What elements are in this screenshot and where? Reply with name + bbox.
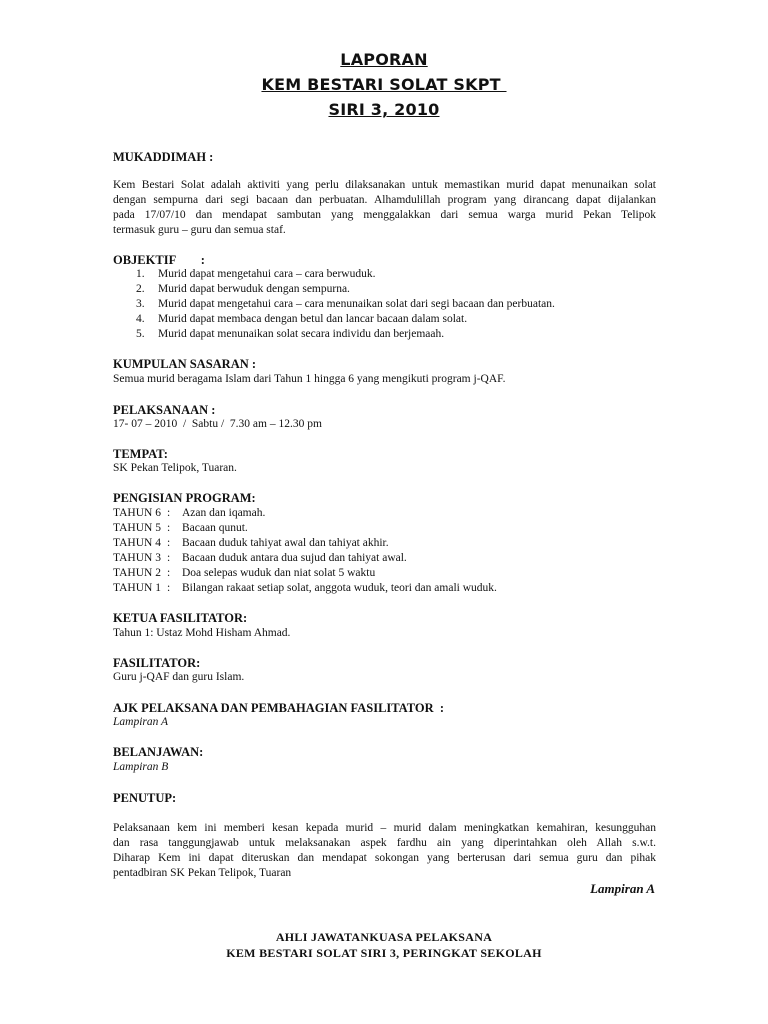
objektif-item: Murid dapat berwuduk dengan sempurna. bbox=[158, 283, 350, 295]
program-activity: Doa selepas wuduk dan niat solat 5 waktu bbox=[182, 567, 376, 579]
program-year: TAHUN 6 bbox=[113, 507, 161, 519]
objektif-item: Murid dapat menunaikan solat secara individu dan berjemaah. bbox=[158, 328, 445, 340]
kumpulan-sasaran-text: Semua murid beragama Islam dari Tahun 1 hingga 6 yang mengikuti program j-QAF. bbox=[113, 373, 506, 385]
program-separator: : bbox=[167, 507, 171, 519]
objektif-number: 1. bbox=[136, 268, 145, 280]
mukaddimah-heading: MUKADDIMAH : bbox=[113, 150, 214, 164]
penutup-line: pentadbiran SK Pekan Telipok, Tuaran bbox=[113, 867, 292, 879]
program-year: TAHUN 2 bbox=[113, 567, 161, 579]
mukaddimah-line: termasuk guru – guru dan semua staf. bbox=[113, 224, 286, 236]
objektif-number: 3. bbox=[136, 298, 145, 310]
objektif-item: Murid dapat membaca dengan betul dan lancar bacaan dalam solat. bbox=[158, 313, 468, 325]
program-separator: : bbox=[167, 522, 171, 534]
tempat-heading: TEMPAT: bbox=[113, 447, 168, 461]
title-line-1: LAPORAN bbox=[340, 50, 428, 69]
mukaddimah-line: pada 17/07/10 dan mendapat sambutan yang menggalakkan dari semua warga murid Pekan Telipok bbox=[113, 209, 656, 221]
program-year: TAHUN 4 bbox=[113, 537, 161, 549]
program-separator: : bbox=[167, 567, 171, 579]
objektif-number: 5. bbox=[136, 328, 145, 340]
program-separator: : bbox=[167, 582, 171, 594]
program-activity: Bacaan duduk tahiyat awal dan tahiyat akhir. bbox=[182, 537, 389, 549]
ajk-lampiran: Lampiran A bbox=[113, 716, 169, 728]
penutup-line: Diharap Kem ini dapat diteruskan dan mendapat sokongan yang berterusan dari semua guru dan pihak bbox=[113, 852, 656, 864]
program-separator: : bbox=[167, 552, 171, 564]
footer-title-line-2: KEM BESTARI SOLAT SIRI 3, PERINGKAT SEKOLAH bbox=[226, 946, 542, 960]
objektif-item: Murid dapat mengetahui cara – cara menunaikan solat dari segi bacaan dan perbuatan. bbox=[158, 298, 555, 310]
belanjawan-lampiran: Lampiran B bbox=[113, 761, 169, 773]
title-line-2: KEM BESTARI SOLAT SKPT bbox=[261, 75, 507, 94]
objektif-item: Murid dapat mengetahui cara – cara berwuduk. bbox=[158, 268, 376, 280]
belanjawan-heading: BELANJAWAN: bbox=[113, 745, 204, 759]
program-activity: Azan dan iqamah. bbox=[182, 507, 266, 519]
program-year: TAHUN 3 bbox=[113, 552, 161, 564]
mukaddimah-line: Kem Bestari Solat adalah aktiviti yang perlu dilaksanakan untuk memastikan murid dapat menunaikan solat bbox=[113, 179, 656, 191]
title-line-3: SIRI 3, 2010 bbox=[328, 100, 440, 119]
tempat-text: SK Pekan Telipok, Tuaran. bbox=[113, 462, 237, 474]
pelaksanaan-text: 17- 07 – 2010 / Sabtu / 7.30 am – 12.30 pm bbox=[113, 418, 322, 430]
program-year: TAHUN 5 bbox=[113, 522, 161, 534]
program-activity: Bacaan qunut. bbox=[182, 522, 248, 534]
kumpulan-sasaran-heading: KUMPULAN SASARAN : bbox=[113, 357, 257, 371]
fasilitator-heading: FASILITATOR: bbox=[113, 656, 201, 670]
ketua-fasilitator-heading: KETUA FASILITATOR: bbox=[113, 611, 248, 625]
fasilitator-text: Guru j-QAF dan guru Islam. bbox=[113, 671, 245, 683]
program-activity: Bacaan duduk antara dua sujud dan tahiyat awal. bbox=[182, 552, 407, 564]
pelaksanaan-heading: PELAKSANAAN : bbox=[113, 403, 216, 417]
program-year: TAHUN 1 bbox=[113, 582, 161, 594]
pengisian-heading: PENGISIAN PROGRAM: bbox=[113, 491, 256, 505]
penutup-heading: PENUTUP: bbox=[113, 791, 177, 805]
objektif-heading: OBJEKTIF : bbox=[113, 253, 205, 267]
penutup-line: Pelaksanaan kem ini memberi kesan kepada murid – murid dalam meningkatkan kemahiran, kesungguhan bbox=[113, 822, 656, 834]
mukaddimah-line: dengan sempurna dari segi bacaan dan perbuatan. Alhamdulillah program yang dirancang dapat dijalankan bbox=[113, 194, 656, 206]
penutup-line: dan rasa tanggungjawab untuk melaksanakan aspek fardhu ain yang diperintahkan oleh Allah s.w.t. bbox=[113, 837, 656, 849]
ajk-heading: AJK PELAKSANA DAN PEMBAHAGIAN FASILITATOR : bbox=[113, 701, 445, 715]
ketua-fasilitator-text: Tahun 1: Ustaz Mohd Hisham Ahmad. bbox=[113, 627, 291, 639]
lampiran-label: Lampiran A bbox=[590, 881, 655, 896]
objektif-number: 2. bbox=[136, 283, 145, 295]
program-activity: Bilangan rakaat setiap solat, anggota wuduk, teori dan amali wuduk. bbox=[182, 582, 497, 594]
footer-title-line-1: AHLI JAWATANKUASA PELAKSANA bbox=[275, 930, 493, 944]
program-separator: : bbox=[167, 537, 171, 549]
objektif-number: 4. bbox=[136, 313, 145, 325]
